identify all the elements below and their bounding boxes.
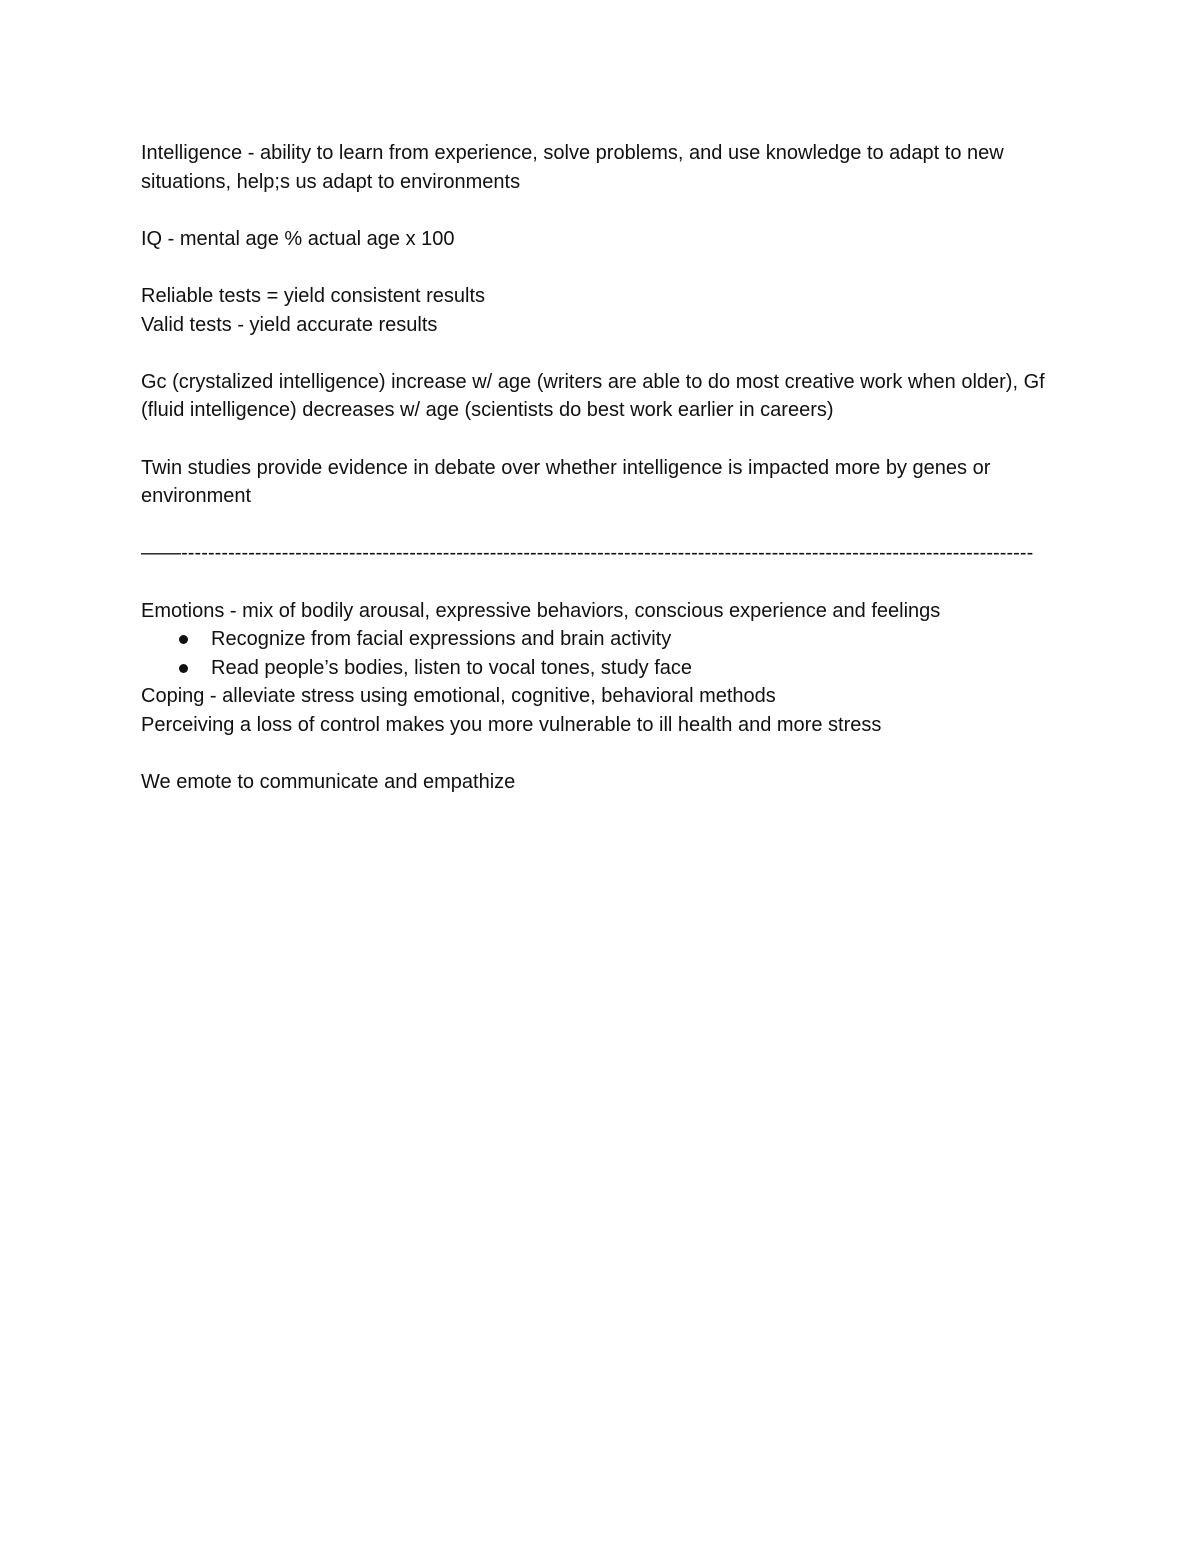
bullet-icon bbox=[179, 635, 188, 644]
blank-line bbox=[141, 339, 1071, 368]
bullet-icon bbox=[179, 664, 188, 673]
blank-line bbox=[141, 511, 1071, 540]
emotions-definition: Emotions - mix of bodily arousal, expressive behaviors, conscious experience and feelings bbox=[141, 599, 941, 622]
blank-line bbox=[141, 568, 1071, 597]
valid-tests-line: Valid tests - yield accurate results bbox=[141, 313, 438, 336]
document-body bbox=[141, 139, 1071, 797]
gc-gf-paragraph: Gc (crystalized intelligence) increase w/ age (writers are able to do most creative work when older), Gf (fluid intelligence) decreases w/ age (scientists do best work earlier in careers) bbox=[141, 370, 1045, 422]
reliable-tests-line: Reliable tests = yield consistent results bbox=[141, 284, 486, 307]
blank-line bbox=[141, 253, 1071, 282]
blank-line bbox=[141, 425, 1071, 454]
intelligence-definition: Intelligence - ability to learn from experience, solve problems, and use knowledge to adapt to new situations, help;s us adapt to environments bbox=[141, 142, 1004, 193]
control-note: Perceiving a loss of control makes you more vulnerable to ill health and more stress bbox=[141, 713, 882, 736]
blank-line bbox=[141, 739, 1071, 768]
section-divider: ——------------------------------------------------------------------------------------------------------------------------------- bbox=[141, 542, 1034, 565]
blank-line bbox=[141, 196, 1071, 225]
list-item bbox=[141, 625, 1071, 654]
twin-studies-paragraph: Twin studies provide evidence in debate over whether intelligence is impacted more by genes or environment bbox=[141, 456, 991, 508]
list-item-text: Recognize from facial expressions and brain activity bbox=[211, 628, 672, 651]
list-item-text: Read people’s bodies, listen to vocal tones, study face bbox=[211, 656, 693, 679]
iq-definition: IQ - mental age % actual age x 100 bbox=[141, 227, 455, 250]
list-item bbox=[141, 654, 1071, 683]
emote-note: We emote to communicate and empathize bbox=[141, 771, 516, 794]
coping-definition: Coping - alleviate stress using emotional, cognitive, behavioral methods bbox=[141, 685, 776, 708]
emotion-bullet-list bbox=[141, 625, 1071, 682]
